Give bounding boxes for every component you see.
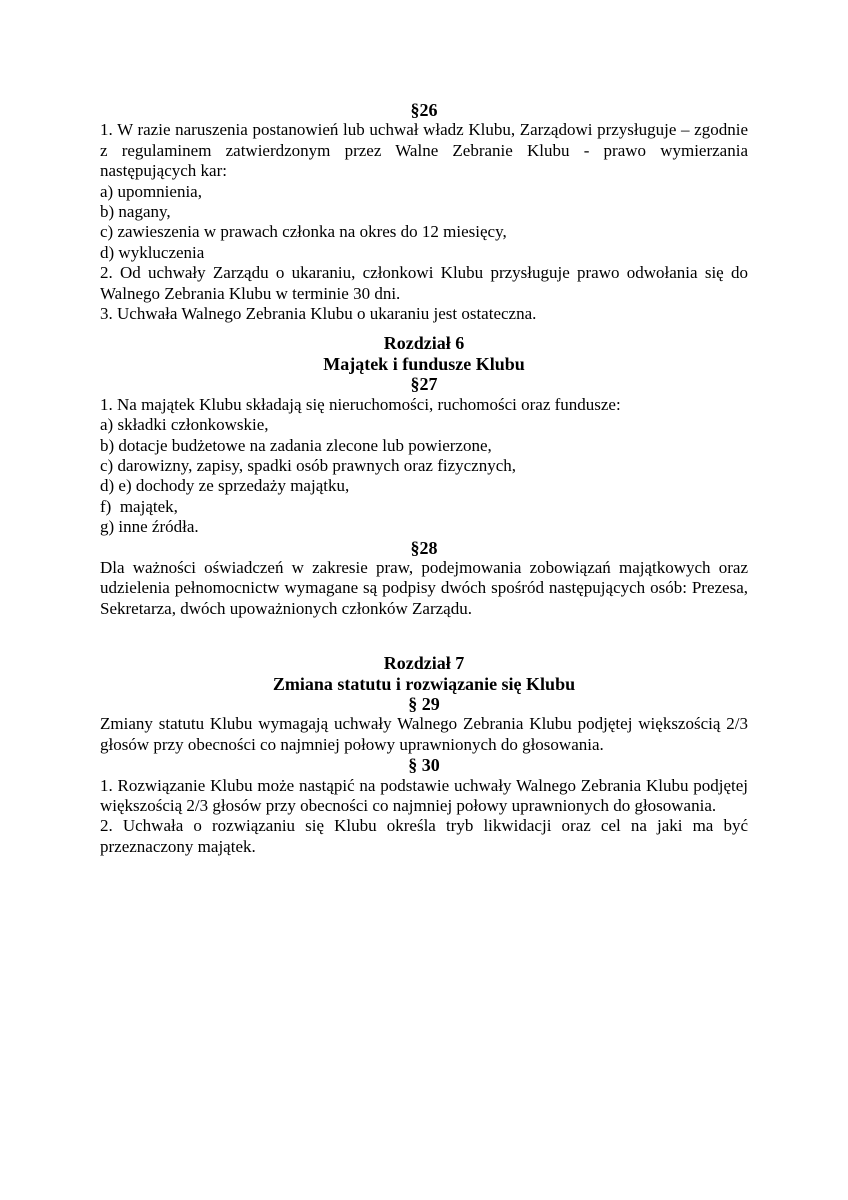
list-item: b) nagany, bbox=[100, 202, 171, 222]
section-26-paragraph-1: 1. W razie naruszenia postanowień lub uchwał władz Klubu, Zarządowi przysługuje – zgodnie z regulaminem zatwierdzonym przez Walne Zebranie Klubu - prawo wymierzania następujących kar: bbox=[100, 120, 748, 181]
section-30-heading: § 30 bbox=[408, 755, 440, 776]
chapter-6-heading bbox=[100, 333, 748, 374]
section-29-heading: § 29 bbox=[408, 693, 440, 714]
list-item: c) darowizny, zapisy, spadki osób prawnych oraz fizycznych, bbox=[100, 455, 517, 475]
section-26-heading: §26 bbox=[410, 100, 438, 120]
section-28-heading: §28 bbox=[410, 537, 438, 558]
list-item: c) zawieszenia w prawach członka na okres do 12 miesięcy, bbox=[100, 222, 507, 242]
section-27-paragraph-1: 1. Na majątek Klubu składają się nieruchomości, ruchomości oraz fundusze: bbox=[100, 394, 621, 414]
chapter-6-title: Rozdział 6 bbox=[383, 333, 465, 354]
list-item: b) dotacje budżetowe na zadania zlecone lub powierzone, bbox=[100, 435, 492, 455]
chapter-7-subtitle: Zmiana statutu i rozwiązanie się Klubu bbox=[272, 673, 576, 694]
chapter-6-subtitle: Majątek i fundusze Klubu bbox=[323, 353, 525, 374]
section-26-paragraph-2: 2. Od uchwały Zarządu o ukaraniu, członkowi Klubu przysługuje prawo odwołania się do Walnego Zebrania Klubu w terminie 30 dni. bbox=[100, 263, 748, 303]
section-26-paragraph-3: 3. Uchwała Walnego Zebrania Klubu o ukaraniu jest ostateczna. bbox=[100, 304, 537, 324]
list-item: f) majątek, bbox=[100, 496, 178, 516]
chapter-7-title: Rozdział 7 bbox=[383, 653, 465, 674]
list-item: d) wykluczenia bbox=[100, 242, 205, 262]
section-30-paragraph-2: 2. Uchwała o rozwiązaniu się Klubu określa tryb likwidacji oraz cel na jaki ma być przeznaczony majątek. bbox=[100, 816, 748, 856]
list-item: a) upomnienia, bbox=[100, 181, 202, 201]
list-item: d) e) dochody ze sprzedaży majątku, bbox=[100, 476, 350, 496]
list-item: g) inne źródła. bbox=[100, 517, 199, 537]
section-28-paragraph-1: Dla ważności oświadczeń w zakresie praw, podejmowania zobowiązań majątkowych oraz udzielenia pełnomocnictw wymagane są podpisy dwóch spośród następujących osób: Prezesa, Sekretarza, dwóch upoważnionych członków Zarządu. bbox=[100, 557, 748, 618]
section-29-paragraph-1: Zmiany statutu Klubu wymagają uchwały Walnego Zebrania Klubu podjętej większością 2/3 głosów przy obecności co najmniej połowy uprawnionych do głosowania. bbox=[100, 714, 748, 754]
list-item: a) składki członkowskie, bbox=[100, 415, 269, 435]
chapter-7-heading bbox=[100, 653, 748, 694]
section-27-heading: §27 bbox=[410, 374, 438, 395]
section-30-paragraph-1: 1. Rozwiązanie Klubu może nastąpić na podstawie uchwały Walnego Zebrania Klubu podjętej większością 2/3 głosów przy obecności co najmniej połowy uprawnionych do głosowania. bbox=[100, 775, 748, 815]
